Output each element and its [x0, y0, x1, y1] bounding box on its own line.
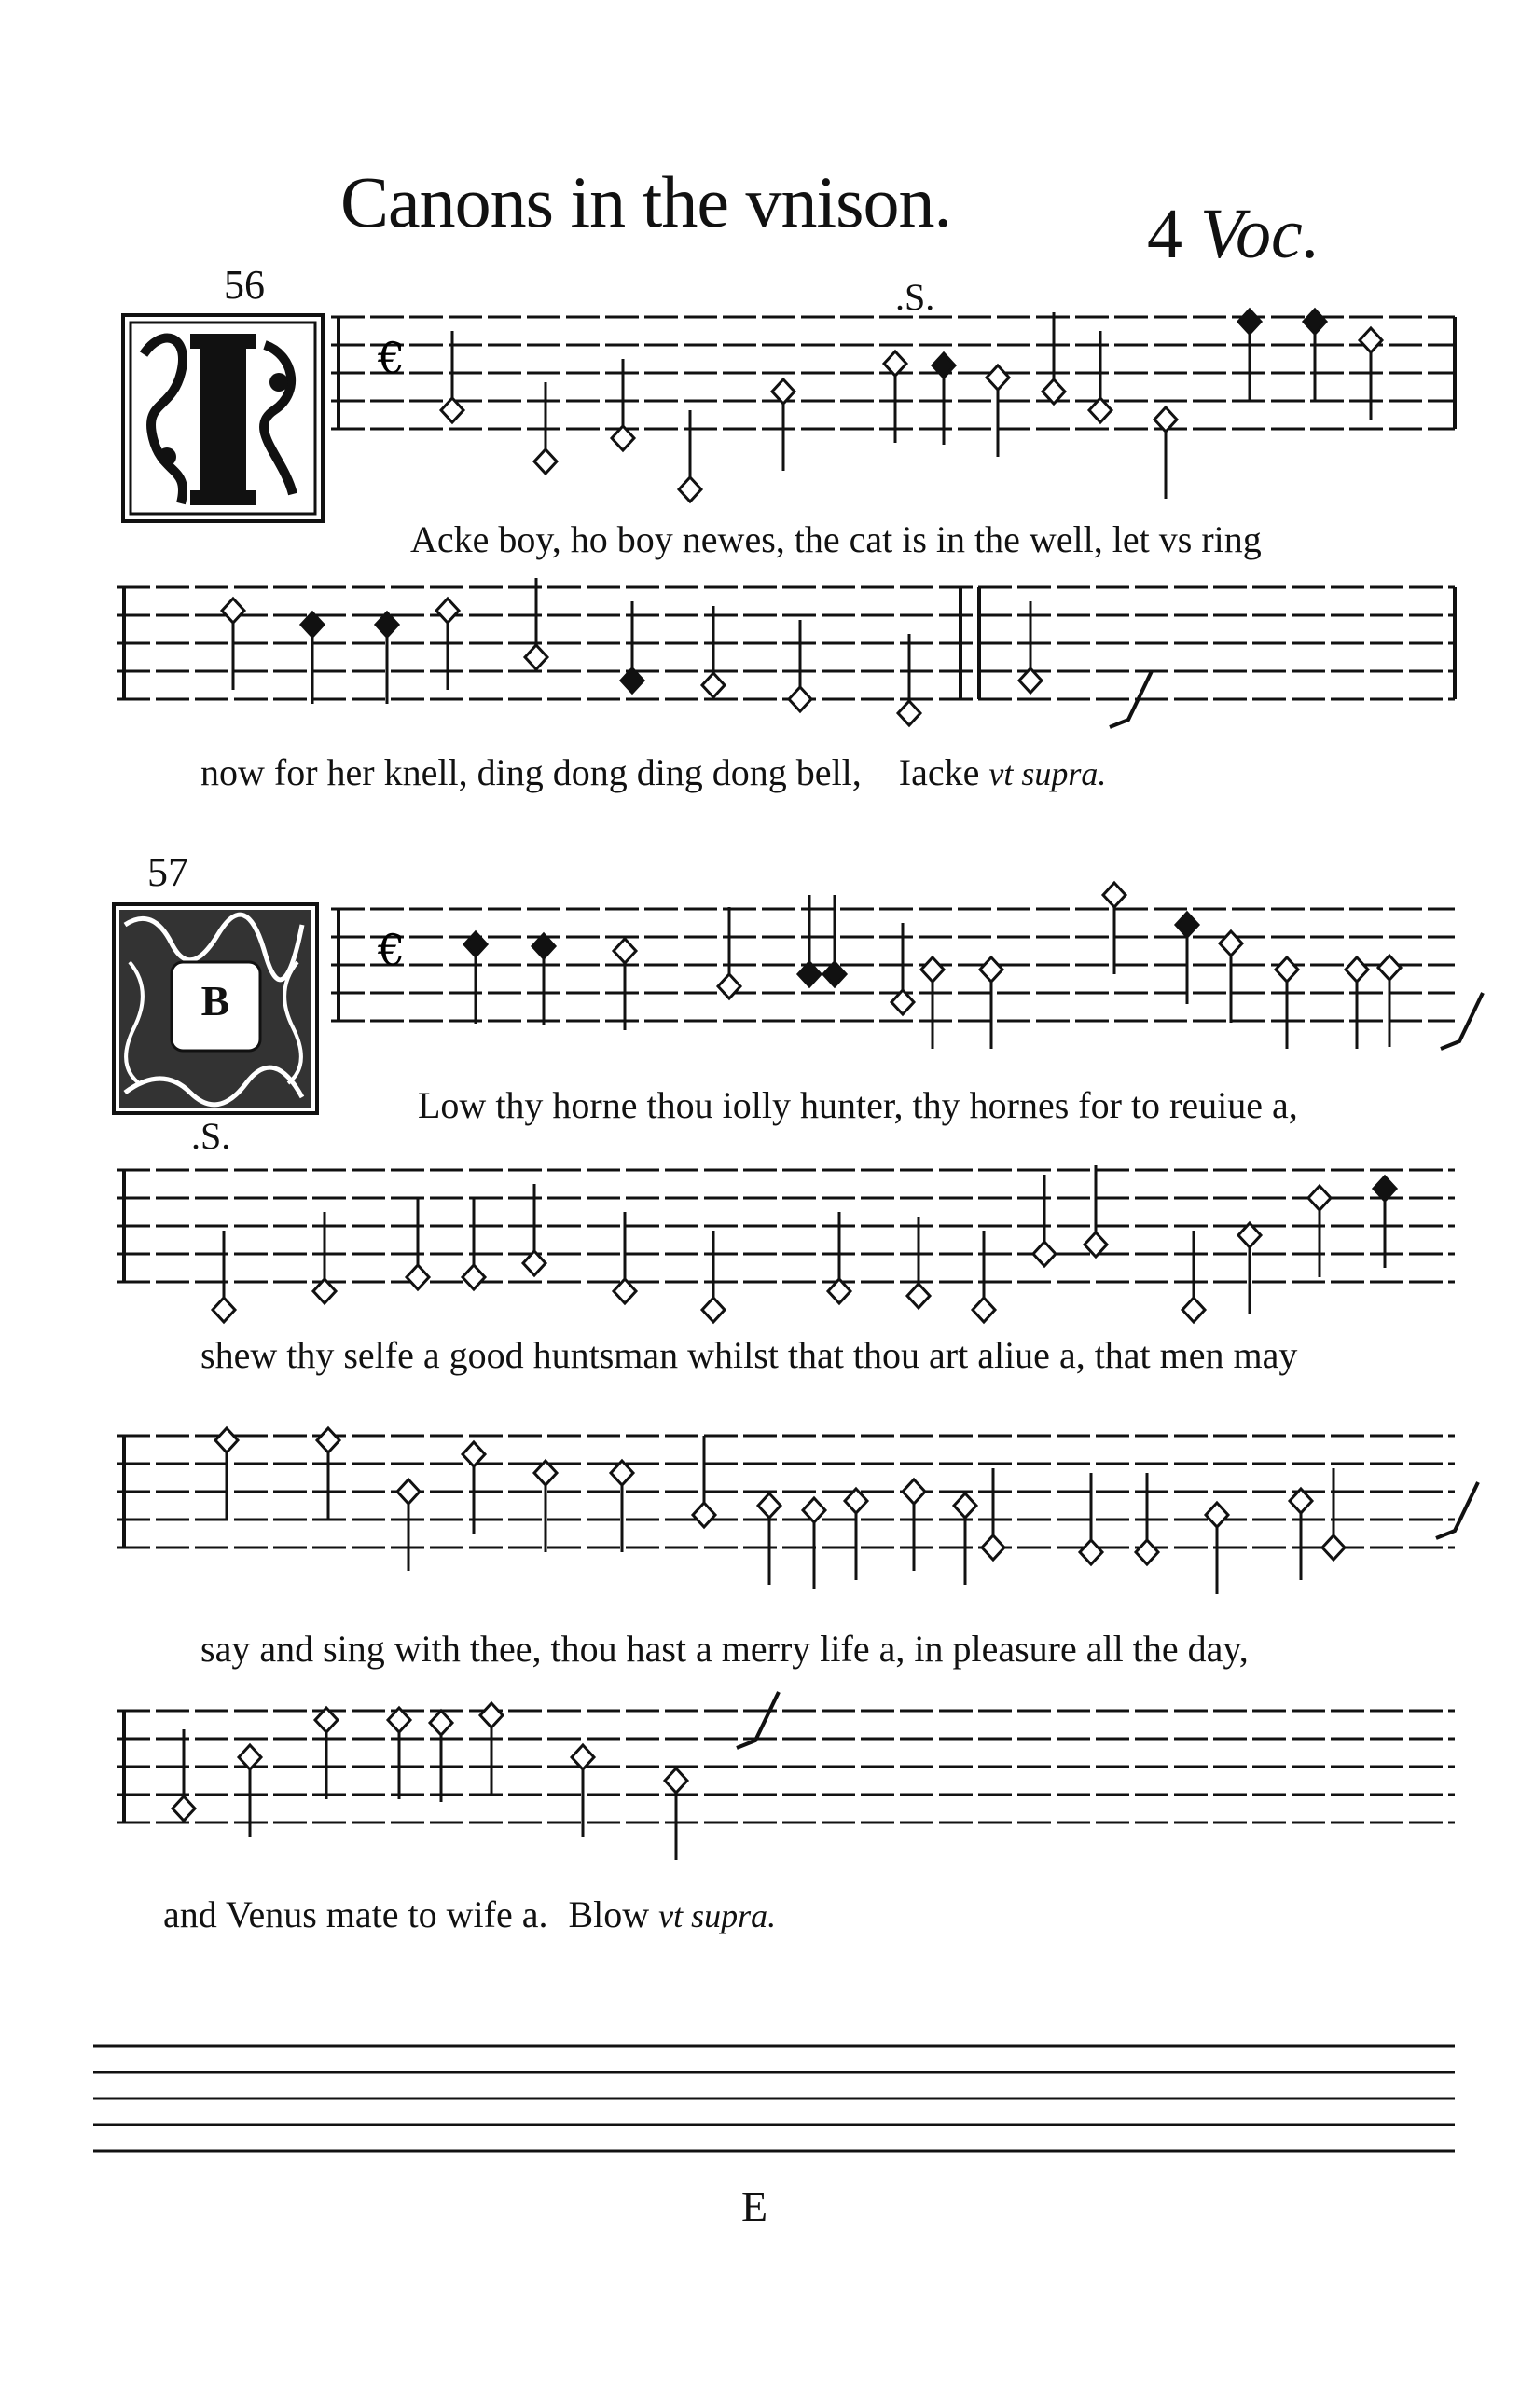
note-head [758, 1493, 781, 1518]
note-head [317, 1428, 339, 1452]
repeat-word: Blow [568, 1893, 650, 1935]
lyrics-canon56-line1: Acke boy, ho boy newes, the cat is in the well, let vs ring [410, 518, 1262, 560]
note-head [702, 673, 725, 697]
note-head [213, 1298, 235, 1322]
note-head [921, 957, 944, 982]
note-head [980, 957, 1002, 982]
note-head [1304, 310, 1326, 334]
voices-number: 4 [1147, 195, 1182, 273]
note-head [1238, 310, 1261, 334]
note-head [898, 701, 920, 725]
page-title: Canons in the vnison. [340, 161, 951, 242]
lyrics-canon57-line4-text: and Venus mate to wife a. [163, 1893, 548, 1935]
note-head [907, 1284, 930, 1308]
note-head [1346, 957, 1368, 982]
note-head [1206, 1503, 1228, 1527]
note-head [525, 645, 547, 669]
note-head [222, 599, 244, 623]
repeat-instruction: vt supra. [658, 1897, 777, 1934]
canon-number-56: 56 [224, 262, 265, 308]
note-head [1360, 328, 1382, 352]
note-head [1136, 1540, 1158, 1564]
note-head [702, 1298, 725, 1322]
note-head [407, 1265, 429, 1289]
note-head [1308, 1186, 1331, 1210]
note-head [1182, 1298, 1205, 1322]
note-head [903, 1479, 925, 1504]
note-head [1103, 883, 1126, 907]
note-head [463, 1265, 485, 1289]
lyrics-canon57-line3: say and sing with thee, thou hast a merry life a, in pleasure all the day, [200, 1628, 1249, 1670]
note-head [1033, 1242, 1056, 1266]
lyrics-canon57-line1: Low thy horne thou iolly hunter, thy hornes for to reuiue a, [418, 1084, 1298, 1126]
note-head [436, 599, 459, 623]
note-head [665, 1768, 687, 1793]
note-head [987, 365, 1009, 390]
repeat-word: Iacke [898, 751, 980, 793]
signum-marker: .S. [895, 276, 935, 318]
signature-mark: E [741, 2182, 768, 2230]
note-head [718, 974, 740, 998]
note-head [789, 687, 811, 711]
lyrics-canon56-line2-text: now for her knell, ding dong ding dong bell, [200, 751, 862, 793]
mensuration-sign: € [378, 333, 406, 383]
note-head [1220, 931, 1242, 956]
note-head [679, 477, 701, 502]
repeat-instruction: vt supra. [988, 755, 1107, 792]
note-head [534, 449, 557, 474]
mensuration-sign: € [378, 925, 406, 975]
note-head [480, 1703, 503, 1727]
note-head [1276, 957, 1298, 982]
note-head [215, 1428, 238, 1452]
voices-abbrev: Voc. [1200, 195, 1320, 273]
note-head [1176, 913, 1198, 937]
signum-marker: .S. [191, 1115, 231, 1157]
note-head [954, 1493, 976, 1518]
note-head [973, 1298, 995, 1322]
note-head [693, 1503, 715, 1527]
note-head [397, 1479, 420, 1504]
note-head [614, 939, 636, 963]
note-head [1378, 956, 1401, 980]
initial-letter: B [200, 977, 230, 1025]
note-head [173, 1796, 195, 1821]
note-head [982, 1535, 1004, 1560]
note-head [430, 1711, 452, 1735]
note-head [1322, 1535, 1345, 1560]
note-head [1080, 1540, 1102, 1564]
lyrics-canon57-line2: shew thy selfe a good huntsman whilst that thou art aliue a, that men may [200, 1334, 1298, 1376]
canon-number-57: 57 [147, 849, 188, 895]
